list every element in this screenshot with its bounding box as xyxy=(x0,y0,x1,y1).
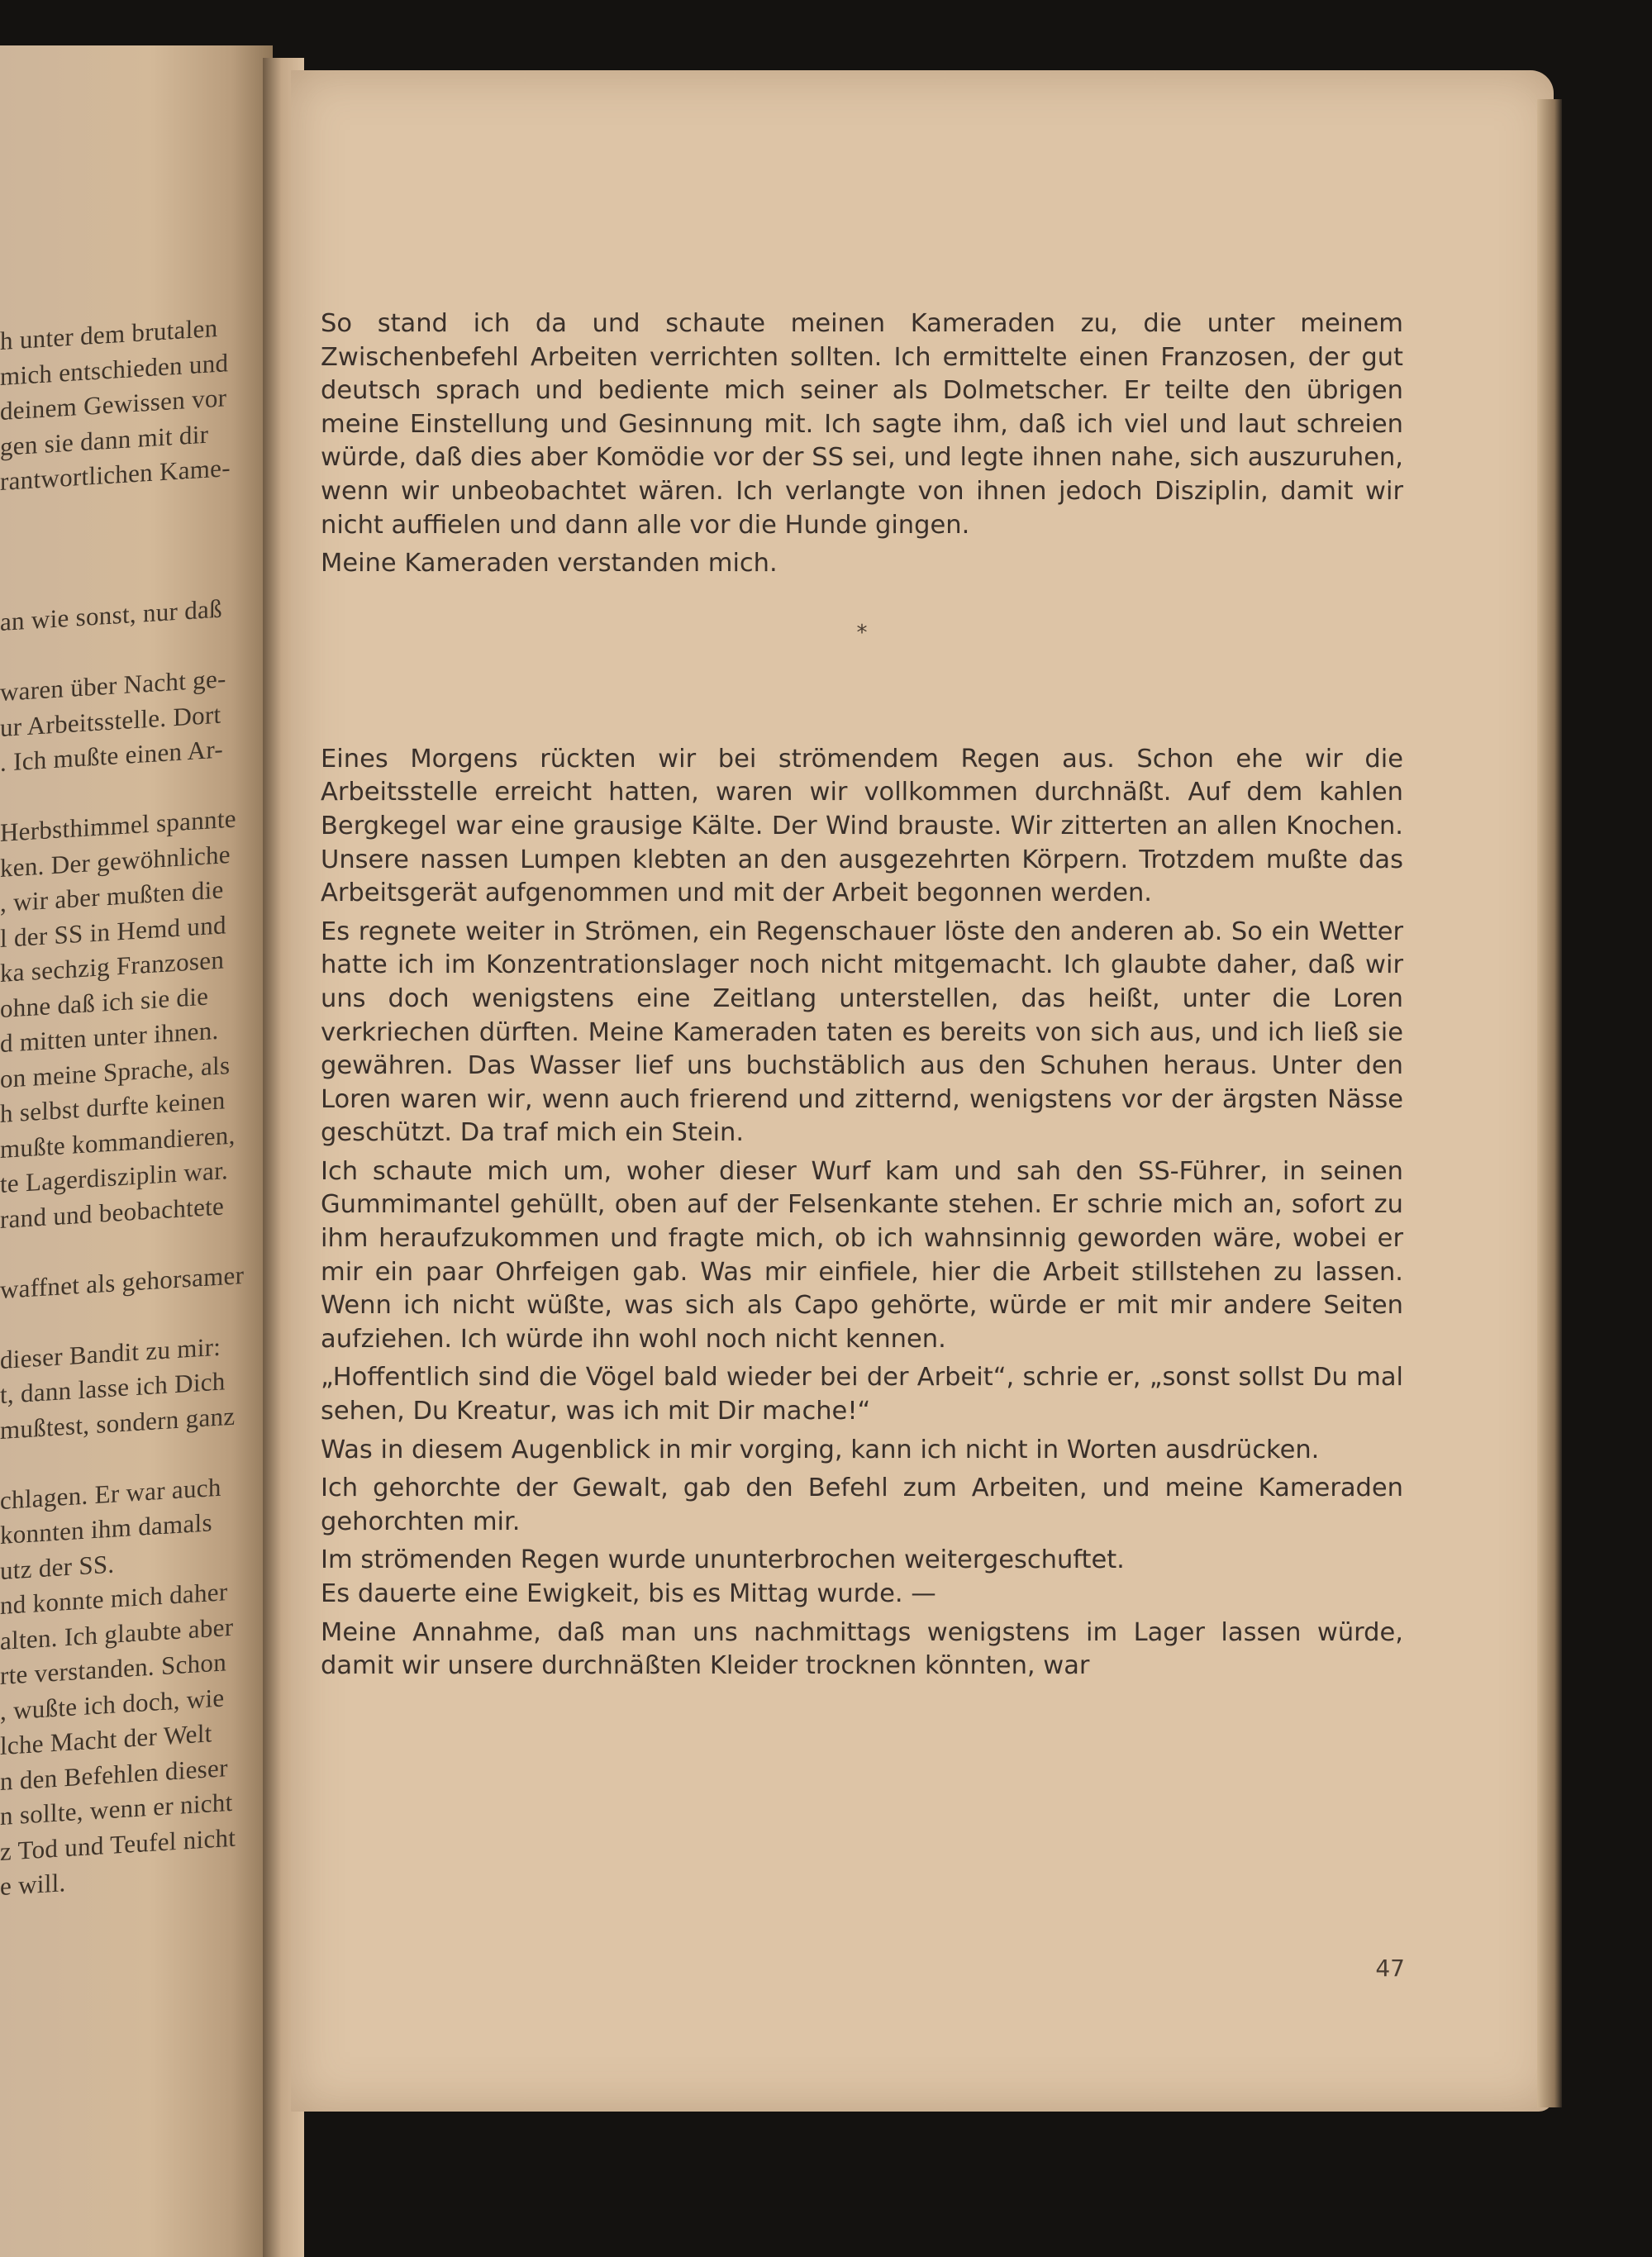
paragraph: „Hoffentlich sind die Vögel bald wieder bei der Arbeit“, schrie er, „sonst sollst Du mal sehen, Du Kreatur, was ich mit Dir mache!“ xyxy=(321,1363,1403,1426)
left-page-line: Herbsthimmel spannte xyxy=(0,803,236,847)
left-page-line: on meine Sprache, als xyxy=(0,1050,231,1093)
paragraph: Es regnete weiter in Strömen, ein Regenschauer löste den anderen ab. So ein Wetter hatte ich im Konzentrationslager noch nicht mitgemacht. Ich glaubte daher, daß wir uns doch wenigstens eine Zeitlang unterstellen, das heißt, unter die Loren verkriechen dürften. Meine Kameraden taten es bereits von sich aus, und ich ließ sie gewähren. Das Wasser lief uns buchstäblich aus den Schuhen heraus. Unter den Loren waren wir, wenn auch frierend und zitternd, wenigstens vor der ärgsten Nässe geschützt. Da traf mich ein Stein. xyxy=(321,917,1403,1148)
left-page-line: te Lagerdisziplin war. xyxy=(0,1155,229,1198)
left-page-line: chlagen. Er war auch xyxy=(0,1472,221,1515)
left-page-line: gen sie dann mit dir xyxy=(0,419,209,461)
left-page-line: h unter dem brutalen xyxy=(0,312,218,355)
left-page-line: . Ich mußte einen Ar- xyxy=(0,734,223,777)
left-page-line: rand und beobachtete xyxy=(0,1190,225,1234)
paragraph: Eines Morgens rückten wir bei strömendem Regen aus. Schon ehe wir die Arbeitsstelle erreicht hatten, waren wir vollkommen durchnäßt. Auf dem kahlen Bergkegel war eine grausige Kälte. Der Wind brauste. Wir zitterten an allen Knochen. Unsere nassen Lumpen klebten an den ausgezehrten Körpern. Trotzdem mußte das Arbeitsgerät aufgenommen und mit der Arbeit begonnen werden. xyxy=(321,744,1403,908)
left-page-line: mußte kommandieren, xyxy=(0,1120,236,1164)
page-edge xyxy=(1537,99,1562,2107)
left-page-line: mußtest, sondern ganz xyxy=(0,1401,236,1445)
left-page-line: alten. Ich glaubte aber xyxy=(0,1612,234,1655)
left-page-line: , wußte ich doch, wie xyxy=(0,1682,225,1726)
left-page-line: mich entschieden und xyxy=(0,347,229,391)
left-page-line: t, dann lasse ich Dich xyxy=(0,1366,226,1409)
left-page-line: ka sechzig Franzosen xyxy=(0,945,225,988)
section-separator: * xyxy=(856,620,868,645)
page-number: 47 xyxy=(1375,1955,1405,1982)
left-page-line: waffnet als gehorsamer xyxy=(0,1259,245,1304)
left-page-line: an wie sonst, nur daß xyxy=(0,593,222,636)
left-page-line: nd konnte mich daher xyxy=(0,1577,228,1620)
right-page-text xyxy=(321,307,1403,1683)
left-page-text xyxy=(0,310,264,1907)
left-page-line: deinem Gewissen vor xyxy=(0,383,227,426)
left-page xyxy=(0,45,273,2257)
left-page-line: rte verstanden. Schon xyxy=(0,1647,227,1690)
left-page-line: l der SS in Hemd und xyxy=(0,909,226,953)
left-page-line: ur Arbeitsstelle. Dort xyxy=(0,699,221,742)
paragraph: Was in diesem Augenblick in mir vorging, kann ich nicht in Worten ausdrücken. xyxy=(321,1435,1320,1464)
left-page-line: ken. Der gewöhnliche xyxy=(0,839,231,883)
left-page-line: n den Befehlen dieser xyxy=(0,1752,228,1796)
paragraph: Es dauerte eine Ewigkeit, bis es Mittag wurde. — xyxy=(321,1579,936,1608)
left-page-line: h selbst durfte keinen xyxy=(0,1085,226,1128)
left-page-line: waren über Nacht ge- xyxy=(0,664,226,707)
paragraph: Meine Kameraden verstanden mich. xyxy=(321,549,778,579)
left-page-line: n sollte, wenn er nicht xyxy=(0,1787,233,1831)
paragraph: Ich gehorchte der Gewalt, gab den Befehl zum Arbeiten, und meine Kameraden gehorchten mir. xyxy=(321,1474,1403,1536)
paragraph: Im strömenden Regen wurde ununterbrochen weitergeschuftet. xyxy=(321,1545,1125,1575)
left-page-line: dieser Bandit zu mir: xyxy=(0,1331,221,1374)
left-page-line: ohne daß ich sie die xyxy=(0,981,209,1023)
paragraph: So stand ich da und schaute meinen Kameraden zu, die unter meinem Zwischenbefehl Arbeiten verrichten sollten. Ich ermittelte einen Franzosen, der gut deutsch sprach und bediente mich seiner als Dolmetscher. Er teilte den übrigen meine Einstellung und Gesinnung mit. Ich sagte ihm, daß ich viel und laut schreien würde, daß dies aber Komödie vor der SS sei, und legte ihnen nahe, sich auszuruhen, wenn wir unbeobachtet wären. Ich verlangte von ihnen jedoch Disziplin, damit wir nicht auffielen und dann alle vor die Hunde gingen. xyxy=(321,309,1403,540)
left-page-line: , wir aber mußten die xyxy=(0,874,224,917)
paragraph: Meine Annahme, daß man uns nachmittags wenigstens im Lager lassen würde, damit wir unsere durchnäßten Kleider trocknen könnten, war xyxy=(321,1617,1403,1681)
paragraph: Ich schaute mich um, woher dieser Wurf kam und sah den SS-Führer, in seinen Gummimantel gehüllt, oben auf der Felsenkante stehen. Er schrie mich an, sofort zu ihm heraufzukommen und fragte mich, ob ich wahnsinnig geworden wäre, wobei er mir ein paar Ohrfeigen gab. Was mir einfiele, hier die Arbeit stillstehen zu lassen. Wenn ich nicht wüßte, was sich als Capo gehörte, würde er mit mir andere Seiten aufziehen. Ich würde ihn wohl noch nicht kennen. xyxy=(321,1156,1403,1354)
left-page-line: konnten ihm damals xyxy=(0,1507,212,1550)
left-page-line: d mitten unter ihnen. xyxy=(0,1015,219,1058)
left-page-line: z Tod und Teufel nicht xyxy=(0,1822,236,1866)
left-page-line: e will. xyxy=(0,1868,66,1901)
left-page-line: utz der SS. xyxy=(0,1549,115,1585)
left-page-line: lche Macht der Welt xyxy=(0,1718,212,1760)
left-page-line: rantwortlichen Kame- xyxy=(0,452,231,496)
